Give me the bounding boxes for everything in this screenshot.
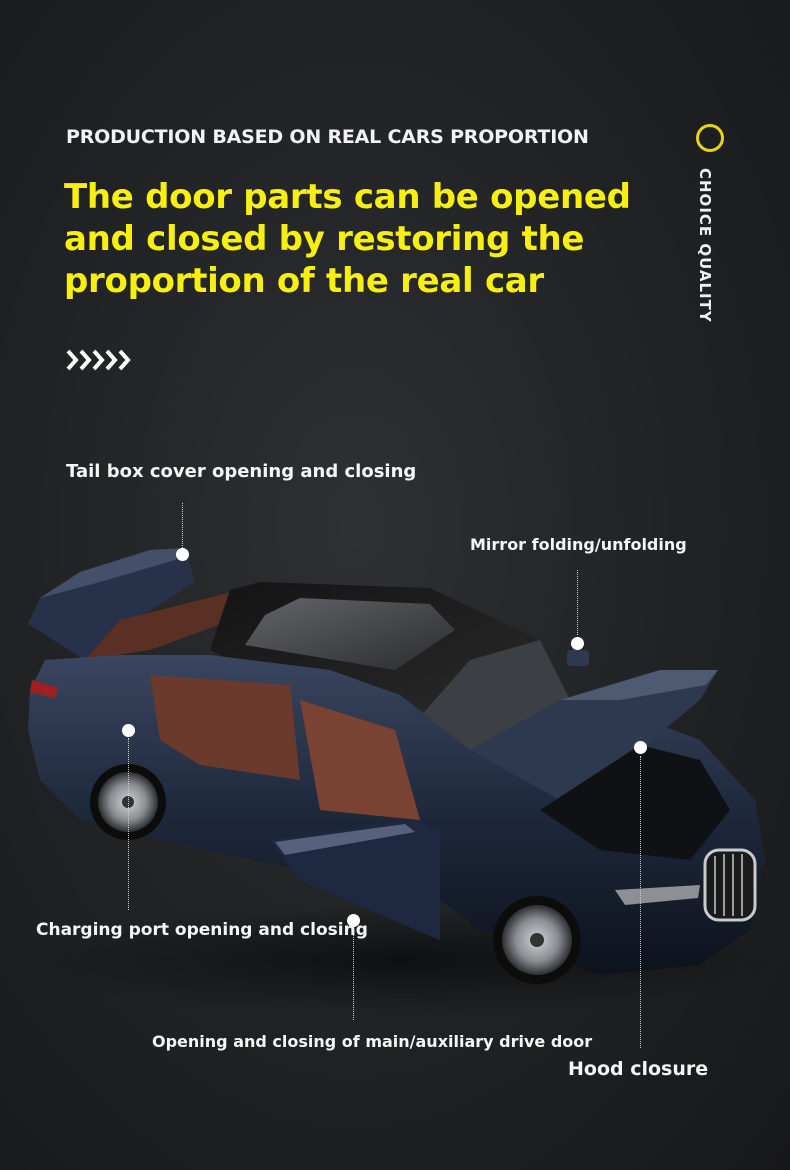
feature-hood-label: Hood closure [568,1058,709,1080]
feature-charging-port-label: Charging port opening and closing [36,920,368,940]
charging-marker-dot [122,724,135,737]
chevrons-right-icon [66,346,136,374]
feature-drive-door-label: Opening and closing of main/auxiliary drive door [152,1032,593,1051]
mirror-marker-dot [571,637,584,650]
circle-icon [696,124,724,152]
feature-mirror-label: Mirror folding/unfolding [470,535,687,554]
side-tag: CHOICE QUALITY [696,168,714,323]
car-model-image [0,520,790,1040]
hood-leader-line [640,756,641,1048]
hood-marker-dot [634,741,647,754]
tail-leader-line [182,503,183,548]
door-leader-line [353,928,354,1020]
headline: The door parts can be opened and closed by restoring the proportion of the real car [64,177,631,301]
mirror-leader-line [577,570,578,635]
charging-leader-line [128,738,129,910]
tail-marker-dot [176,548,189,561]
subtitle: PRODUCTION BASED ON REAL CARS PROPORTION [66,126,589,148]
feature-tail-box-label: Tail box cover opening and closing [66,461,417,482]
